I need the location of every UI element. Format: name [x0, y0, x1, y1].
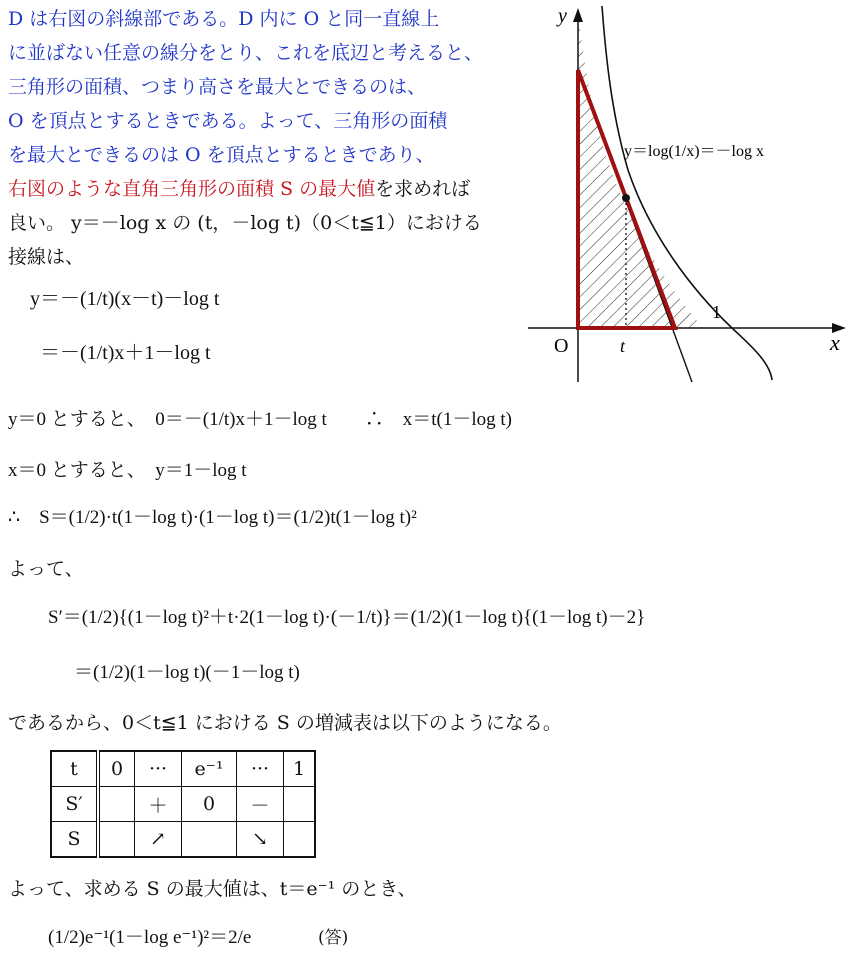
y-axis-arrow-icon	[573, 8, 583, 22]
text-line-2: に並ばない任意の線分をとり、これを底辺と考えると、	[8, 42, 484, 64]
table-cell: S	[51, 822, 98, 858]
equation-answer: (1/2)e⁻¹(1－log e⁻¹)²＝2/e	[48, 927, 252, 948]
equation-x-zero: x＝0 とすると、 y＝1－log t	[8, 460, 247, 481]
equation-y-zero: y＝0 とすると、 0＝－(1/t)x＋1－log t ∴ x＝t(1－log t)	[8, 409, 513, 430]
table-cell: S′	[51, 787, 98, 822]
table-cell: 0	[182, 787, 237, 822]
equation-derivative-2: ＝(1/2)(1－log t)(－1－log t)	[74, 662, 300, 683]
text-line-6-highlight: 右図のような直角三角形の面積 S の最大値	[8, 178, 376, 200]
text-conclusion: よって、求める S の最大値は、t＝e⁻¹ のとき、	[8, 878, 417, 900]
table-cell: 1	[284, 751, 316, 787]
table-cell: t	[51, 751, 98, 787]
table-cell	[284, 787, 316, 822]
text-table-intro: であるから、0＜t≦1 における S の増減表は以下のようになる。	[8, 712, 562, 734]
equation-tangent-1: y＝－(1/t)(x－t)－log t	[30, 288, 220, 310]
table-cell: 0	[98, 751, 135, 787]
table-cell	[98, 787, 135, 822]
text-line-8: 接線は、	[8, 246, 85, 268]
table-cell: ···	[237, 751, 284, 787]
table-cell: ···	[135, 751, 182, 787]
table-row	[51, 787, 315, 822]
hatched-region	[570, 0, 770, 340]
text-line-7: 良い。 y＝－log x の (t，－log t)（0＜t≦1）における	[8, 212, 482, 234]
text-yotte: よって、	[8, 558, 84, 580]
table-cell: e⁻¹	[182, 751, 237, 787]
graph-figure	[520, 0, 858, 390]
table-cell: ↗	[135, 822, 182, 858]
table-cell: －	[237, 787, 284, 822]
tangent-point	[622, 194, 630, 202]
table-cell	[284, 822, 316, 858]
equation-area: ∴ S＝(1/2)·t(1－log t)·(1－log t)＝(1/2)t(1－log t)²	[8, 507, 417, 528]
table-cell: ↘	[237, 822, 284, 858]
table-cell	[182, 822, 237, 858]
text-line-3: 三角形の面積、つまり高さを最大とできるのは、	[8, 76, 427, 98]
table-cell: ＋	[135, 787, 182, 822]
table-row	[51, 751, 315, 787]
text-line-6	[8, 176, 470, 202]
text-line-5: を最大とできるのは O を頂点とするときであり、	[8, 144, 435, 166]
text-line-4: O を頂点とするときである。よって、三角形の面積	[8, 110, 448, 132]
origin-label: O	[554, 335, 569, 357]
variation-table	[50, 750, 316, 858]
t-label: t	[620, 336, 626, 356]
table-cell	[98, 822, 135, 858]
equation-tangent-2: ＝－(1/t)x＋1－log t	[40, 342, 211, 364]
text-line-1: D は右図の斜線部である。D 内に O と同一直線上	[8, 8, 440, 30]
text-line-6-rest: を求めれば	[375, 178, 471, 200]
equation-derivative-1: S′＝(1/2){(1－log t)²＋t·2(1－log t)·(－1/t)}＝(1/2)(1－log t){(1－log t)－2}	[48, 607, 646, 628]
x-axis-label: x	[830, 330, 840, 355]
answer-mark: (答)	[318, 928, 349, 948]
table-row	[51, 822, 315, 858]
curve-label: y＝log(1/x)＝－log x	[624, 143, 764, 160]
y-axis-label: y	[558, 5, 567, 27]
one-label: 1	[712, 302, 721, 322]
